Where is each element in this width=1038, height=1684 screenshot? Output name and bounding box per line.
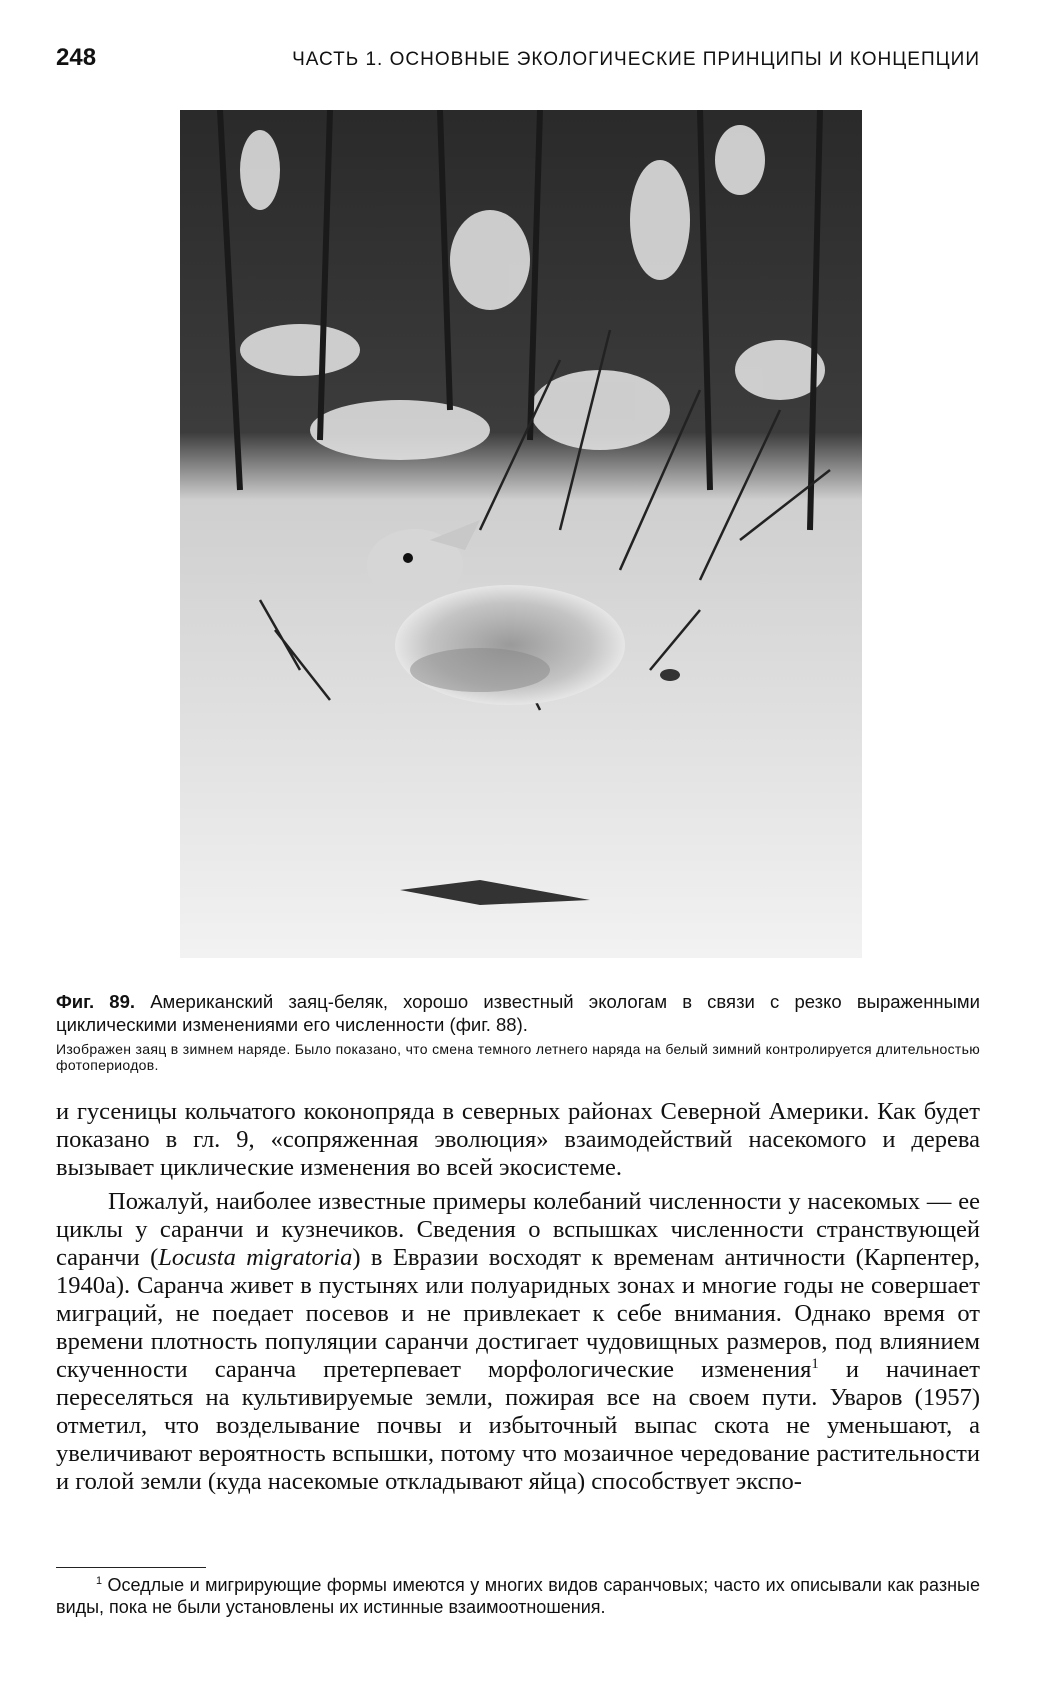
footnote [56,1574,980,1618]
hare-photo [180,110,862,958]
figure-label: Фиг. 89. [56,991,136,1012]
body-text [56,1098,980,1496]
paragraph-1: и гусеницы кольчатого коконопряда в северных районах Северной Америки. Как будет показано в гл. 9, «сопряженная эволюция» взаимодействий насекомого и дерева вызывает циклические изменения во всей экосистеме. [56,1098,980,1181]
figure-caption [56,990,980,1073]
caption-text: Американский заяц-беляк, хорошо известный экологам в связи с резко выраженными циклическими изменениями его численности (фиг. 88). [56,991,980,1035]
page-number: 248 [56,44,97,71]
latin-species-name: Locusta migratoria [158,1244,353,1271]
footnote-mark: 1 [96,1575,103,1587]
footnote-reference[interactable]: 1 [811,1355,819,1372]
caption-note: Изображен заяц в зимнем наряде. Было показано, что смена темного летнего наряда на белый зимний контролируется длительностью фотопериодов. [56,1041,980,1073]
running-head [56,44,980,84]
footnote-text: Оседлые и мигрирующие формы имеются у многих видов саранчовых; часто их описывали как разные виды, пока не были установлены их истинные взаимоотношения. [56,1575,980,1617]
footnote-divider [56,1567,206,1568]
caption-main [56,990,980,1036]
running-title: ЧАСТЬ 1. ОСНОВНЫЕ ЭКОЛОГИЧЕСКИЕ ПРИНЦИПЫ И КОНЦЕПЦИИ [292,49,980,70]
paragraph-2: Пожалуй, наиболее известные примеры колебаний численности у насекомых — ее циклы у саранчи и кузнечиков. Сведения о вспышках численности странствующей саранчи (Locusta migratoria) в Евразии восходят к временам античности (Карпентер, 1940а). Саранча живет в пустынях или полуаридных зонах и многие годы не совершает миграций, не поедает посевов и не привлекает к себе внимания. Однако время от времени плотность популяции саранчи достигает чудовищных размеров, под влиянием скученности саранча претерпевает морфологические изменения$^1$ и начинает переселяться на культивируемые земли, пожирая все на своем пути. Уваров (1957) отметил, что возделывание почвы и избыточный выпас скота не уменьшают, а увеличивают вероятность вспышки, потому что мозаичное чередование растительности и голой земли (куда насекомые откладывают яйца) способствует экспо- [56,1188,981,1495]
hare-photo-illustration [180,110,862,958]
